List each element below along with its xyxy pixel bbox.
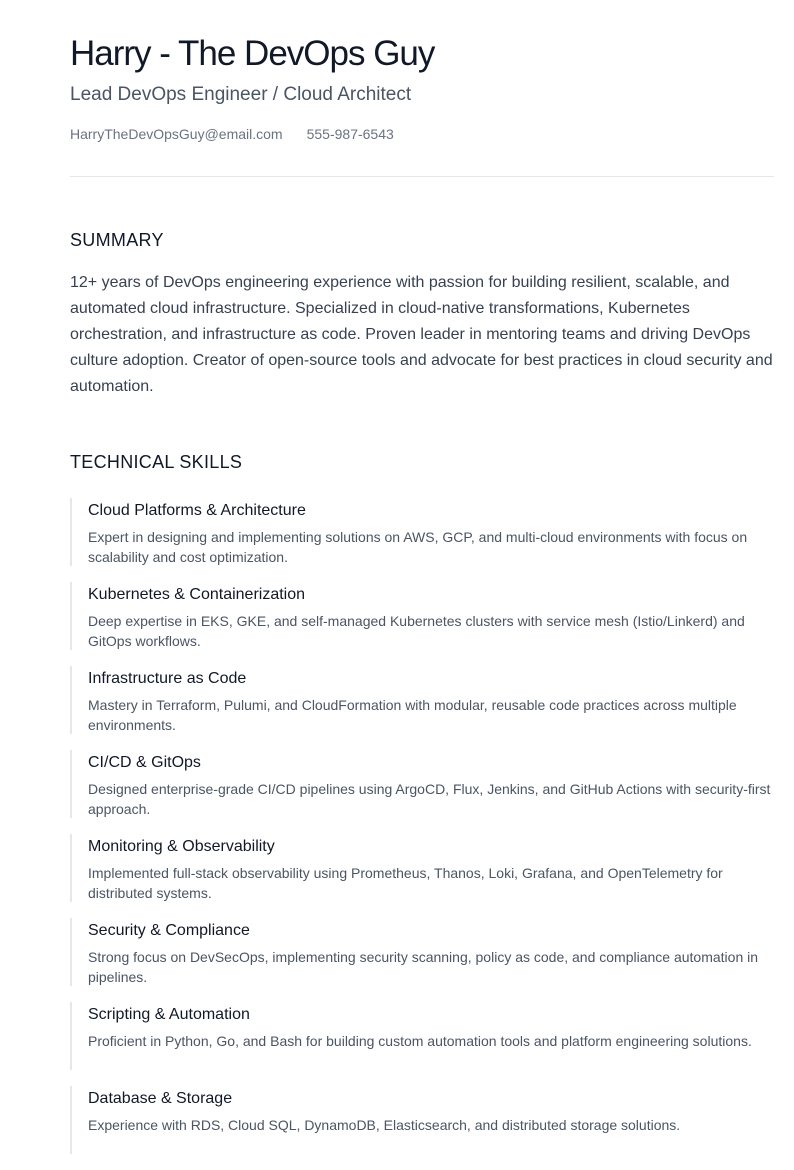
skill-name: CI/CD & GitOps: [88, 754, 201, 771]
skill-item: [70, 1086, 774, 1154]
summary-text: 12+ years of DevOps engineering experience with passion for building resilient, scalable, and automated cloud infrastructure. Specialized in cloud-native transformations, Kubernetes orchestration, and infrastructure as code. Proven leader in mentoring teams and driving DevOps culture adoption. Creator of open-source tools and advocate for best practices in cloud security and automation.: [70, 274, 773, 395]
skill-name: Kubernetes & Containerization: [88, 586, 306, 603]
skill-description: Mastery in Terraform, Pulumi, and CloudFormation with modular, reusable code practices across multiple environments.: [88, 697, 737, 733]
skill-name: Database & Storage: [88, 1090, 233, 1107]
candidate-role: Lead DevOps Engineer / Cloud Architect: [70, 84, 412, 105]
candidate-name: Harry - The DevOps Guy: [70, 34, 435, 73]
skill-item: [70, 498, 774, 566]
skill-item: [70, 582, 774, 650]
skill-description: Expert in designing and implementing solutions on AWS, GCP, and multi-cloud environments with focus on scalability and cost optimization.: [88, 529, 748, 565]
contact-email[interactable]: HarryTheDevOpsGuy@email.com: [70, 126, 283, 142]
skill-description: Deep expertise in EKS, GKE, and self-managed Kubernetes clusters with service mesh (Istio/Linkerd) and GitOps workflows.: [88, 613, 745, 649]
skill-name: Security & Compliance: [88, 922, 250, 939]
skill-item: [70, 1002, 774, 1070]
skill-name: Scripting & Automation: [88, 1006, 250, 1023]
skill-name: Infrastructure as Code: [88, 670, 247, 687]
header-divider: [70, 176, 774, 177]
skills-list: [70, 498, 774, 1170]
skill-description: Implemented full-stack observability using Prometheus, Thanos, Loki, Grafana, and OpenTelemetry for distributed systems.: [88, 865, 723, 901]
skill-name: Cloud Platforms & Architecture: [88, 502, 306, 519]
skill-item: [70, 918, 774, 986]
summary-heading: SUMMARY: [70, 230, 164, 250]
contact-info: [70, 125, 394, 143]
skill-description: Strong focus on DevSecOps, implementing security scanning, policy as code, and compliance automation in pipelines.: [88, 949, 759, 985]
skill-description: Designed enterprise-grade CI/CD pipelines using ArgoCD, Flux, Jenkins, and GitHub Actions with security-first approach.: [88, 781, 771, 817]
skill-description: Proficient in Python, Go, and Bash for building custom automation tools and platform engineering solutions.: [88, 1033, 752, 1049]
skills-heading: TECHNICAL SKILLS: [70, 452, 243, 472]
contact-phone[interactable]: 555-987-6543: [306, 126, 394, 142]
skill-name: Monitoring & Observability: [88, 838, 275, 855]
skill-item: [70, 834, 774, 902]
skill-description: Experience with RDS, Cloud SQL, DynamoDB, Elasticsearch, and distributed storage solutions.: [88, 1117, 681, 1133]
skill-item: [70, 750, 774, 818]
skill-item: [70, 666, 774, 734]
